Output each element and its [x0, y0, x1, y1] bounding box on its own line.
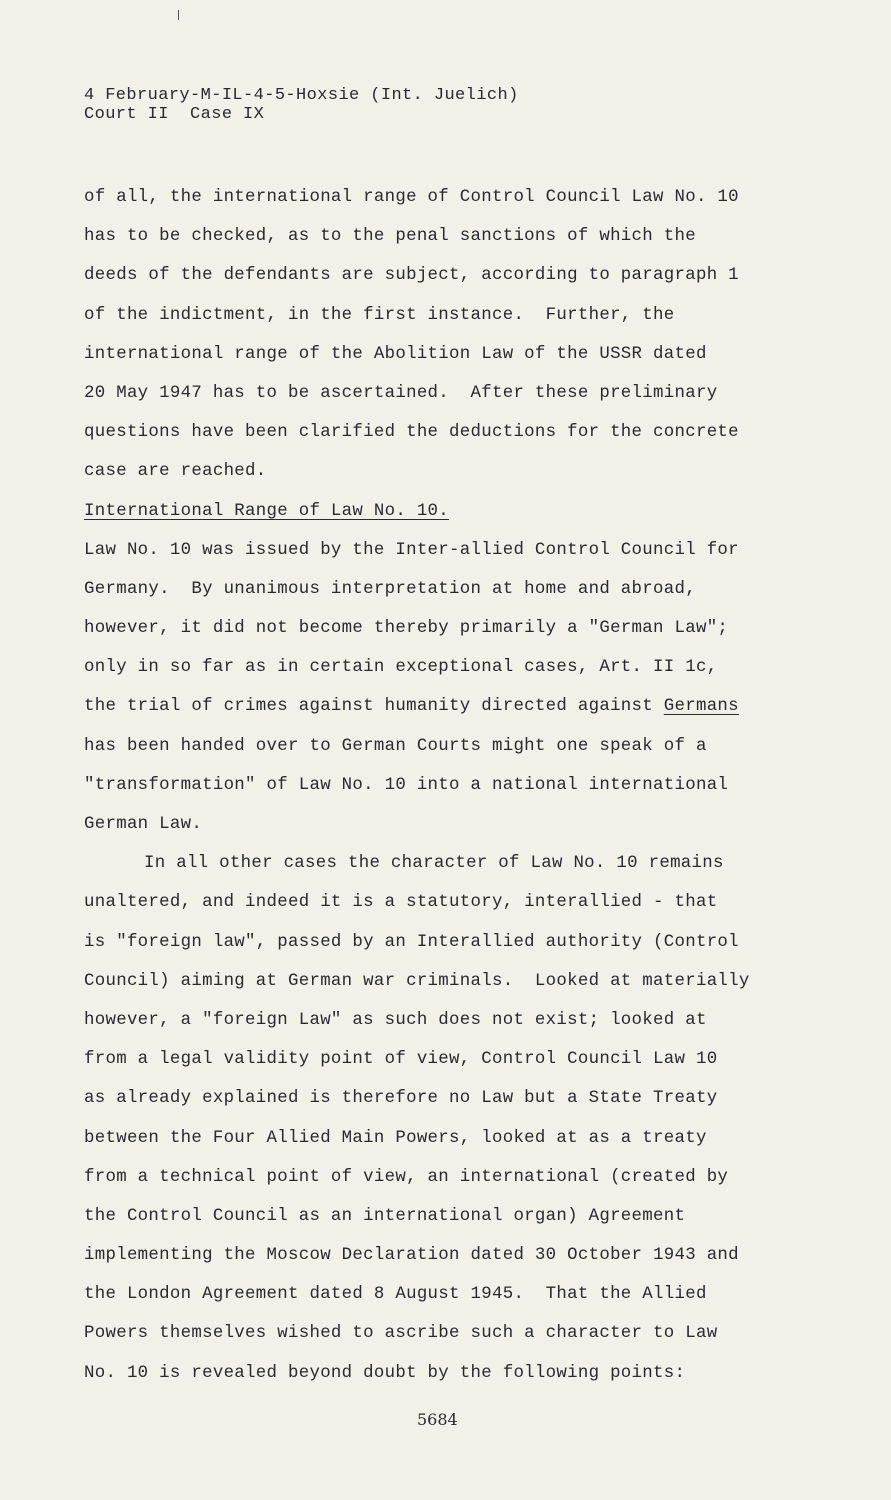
- text-line: international range of the Abolition Law of the USSR dated: [84, 344, 707, 364]
- text-line: the London Agreement dated 8 August 1945. That the Allied: [84, 1285, 707, 1305]
- text-line: German Law.: [84, 815, 203, 834]
- text-line: unaltered, and indeed it is a statutory, interallied - that: [84, 893, 718, 913]
- text-line: from a technical point of view, an international (created by: [84, 1167, 729, 1187]
- text-line: is "foreign law", passed by an Interallied authority (Control: [84, 932, 739, 952]
- text-line: Germany. By unanimous interpretation at home and abroad,: [84, 579, 696, 599]
- text-line: the Control Council as an international organ) Agreement: [84, 1206, 686, 1226]
- text-line: as already explained is therefore no Law but a State Treaty: [84, 1089, 718, 1109]
- text-line-with-underline: [84, 687, 824, 726]
- text-line: has been handed over to German Courts might one speak of a: [84, 736, 707, 756]
- text-line: of the indictment, in the first instance. Further, the: [84, 305, 675, 325]
- text-line: Council) aiming at German war criminals. Looked at materially: [84, 971, 750, 991]
- margin-mark: [178, 10, 179, 20]
- underlined-word: Germans: [663, 697, 739, 717]
- text-line: deeds of the defendants are subject, according to paragraph 1: [84, 266, 739, 286]
- text-line: between the Four Allied Main Powers, looked at as a treaty: [84, 1128, 707, 1148]
- text-line: Powers themselves wished to ascribe such a character to Law: [84, 1324, 718, 1344]
- text-segment: the trial of crimes against humanity directed against: [84, 697, 664, 717]
- text-line: "transformation" of Law No. 10 into a national international: [84, 775, 729, 795]
- document-body: [84, 178, 824, 1393]
- text-line: questions have been clarified the deductions for the concrete: [84, 423, 739, 443]
- paragraph-start-line: In all other cases the character of Law No. 10 remains: [144, 854, 724, 874]
- document-header: [84, 86, 519, 124]
- page-number: 5684: [417, 1410, 458, 1429]
- section-heading: [84, 492, 824, 531]
- text-line: only in so far as in certain exceptional cases, Art. II 1c,: [84, 658, 718, 678]
- text-line: case are reached.: [84, 462, 267, 482]
- header-line-date-session: 4 February-M-IL-4-5-Hoxsie (Int. Juelich): [84, 86, 519, 105]
- text-line: however, it did not become thereby primarily a "German Law";: [84, 619, 729, 639]
- text-line: from a legal validity point of view, Control Council Law 10: [84, 1050, 718, 1070]
- text-line: Law No. 10 was issued by the Inter-allied Control Council for: [84, 540, 739, 560]
- text-line: however, a "foreign Law" as such does not exist; looked at: [84, 1010, 707, 1030]
- section-heading-text: International Range of Law No. 10.: [84, 501, 450, 521]
- text-line: has to be checked, as to the penal sanctions of which the: [84, 227, 696, 247]
- header-line-court-case: Court II Case IX: [84, 105, 265, 124]
- text-line: implementing the Moscow Declaration dated 30 October 1943 and: [84, 1246, 739, 1266]
- text-line: of all, the international range of Control Council Law No. 10: [84, 188, 739, 207]
- text-line: 20 May 1947 has to be ascertained. After these preliminary: [84, 383, 718, 403]
- text-line: No. 10 is revealed beyond doubt by the following points:: [84, 1363, 686, 1383]
